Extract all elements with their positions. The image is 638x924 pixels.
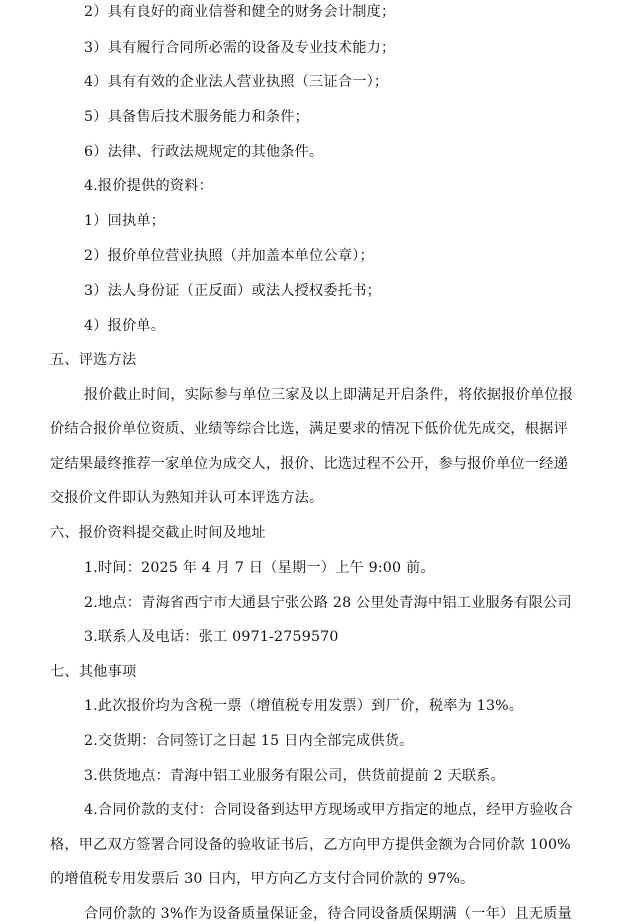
section-6-time: 1.时间：2025 年 4 月 7 日（星期一）上午 9:00 前。 (84, 560, 435, 576)
section-7-item-4-line-1: 4.合同价款的支付：合同设备到达甲方现场或甲方指定的地点，经甲方验收合 (84, 802, 573, 818)
section-7-item-3: 3.供货地点：青海中铝工业服务有限公司，供货前提前 2 天联系。 (84, 768, 506, 784)
section-6-place: 2.地点：青海省西宁市大通县宁张公路 28 公里处青海中铝工业服务有限公司 (84, 595, 572, 611)
section-7-item-4-line-4: 合同价款的 3%作为设备质量保证金，待合同设备质保期满（一年）且无质量 (84, 906, 573, 922)
section-5-line-1: 报价截止时间，实际参与单位三家及以上即满足开启条件，将依据报价单位报 (84, 387, 574, 403)
section-7-item-4-line-3: 的增值税专用发票后 30 日内，甲方向乙方支付合同价款的 97%。 (50, 871, 475, 887)
materials-heading: 4.报价提供的资料： (84, 178, 214, 194)
section-7-heading: 七、其他事项 (50, 664, 137, 680)
qualification-item-6: 6）法律、行政法规规定的其他条件。 (84, 144, 324, 160)
section-5-heading: 五、评选方法 (50, 352, 137, 368)
materials-item-1: 1）回执单； (84, 213, 166, 229)
materials-item-4: 4）报价单。 (84, 318, 166, 334)
section-7-item-2: 2.交货期：合同签订之日起 15 日内全部完成供货。 (84, 733, 414, 749)
section-5-line-2: 价结合报价单位资质、业绩等综合比选，满足要求的情况下低价优先成交，根据评 (50, 421, 568, 437)
materials-item-3: 3）法人身份证（正反面）或法人授权委托书； (84, 283, 381, 299)
section-6-heading: 六、报价资料提交截止时间及地址 (50, 525, 266, 541)
materials-item-2: 2）报价单位营业执照（并加盖本单位公章）； (84, 248, 374, 264)
qualification-item-3: 3）具有履行合同所必需的设备及专业技术能力； (84, 40, 396, 56)
section-7-item-4-line-2: 格，甲乙双方签署合同设备的验收证书后，乙方向甲方提供金额为合同价款 100% (50, 837, 571, 853)
section-6-contact: 3.联系人及电话：张工 0971-2759570 (84, 629, 339, 645)
qualification-item-4: 4）具有有效的企业法人营业执照（三证合一）； (84, 74, 389, 90)
section-5-line-4: 交报价文件即认为熟知并认可本评选方法。 (50, 490, 324, 506)
qualification-item-5: 5）具备售后技术服务能力和条件； (84, 109, 310, 125)
section-7-item-1: 1.此次报价均为含税一票（增值税专用发票）到厂价，税率为 13%。 (84, 698, 524, 714)
section-5-line-3: 定结果最终推荐一家单位为成交人，报价、比选过程不公开，参与报价单位一经递 (50, 456, 568, 472)
qualification-item-2: 2）具有良好的商业信誉和健全的财务会计制度； (84, 4, 396, 20)
